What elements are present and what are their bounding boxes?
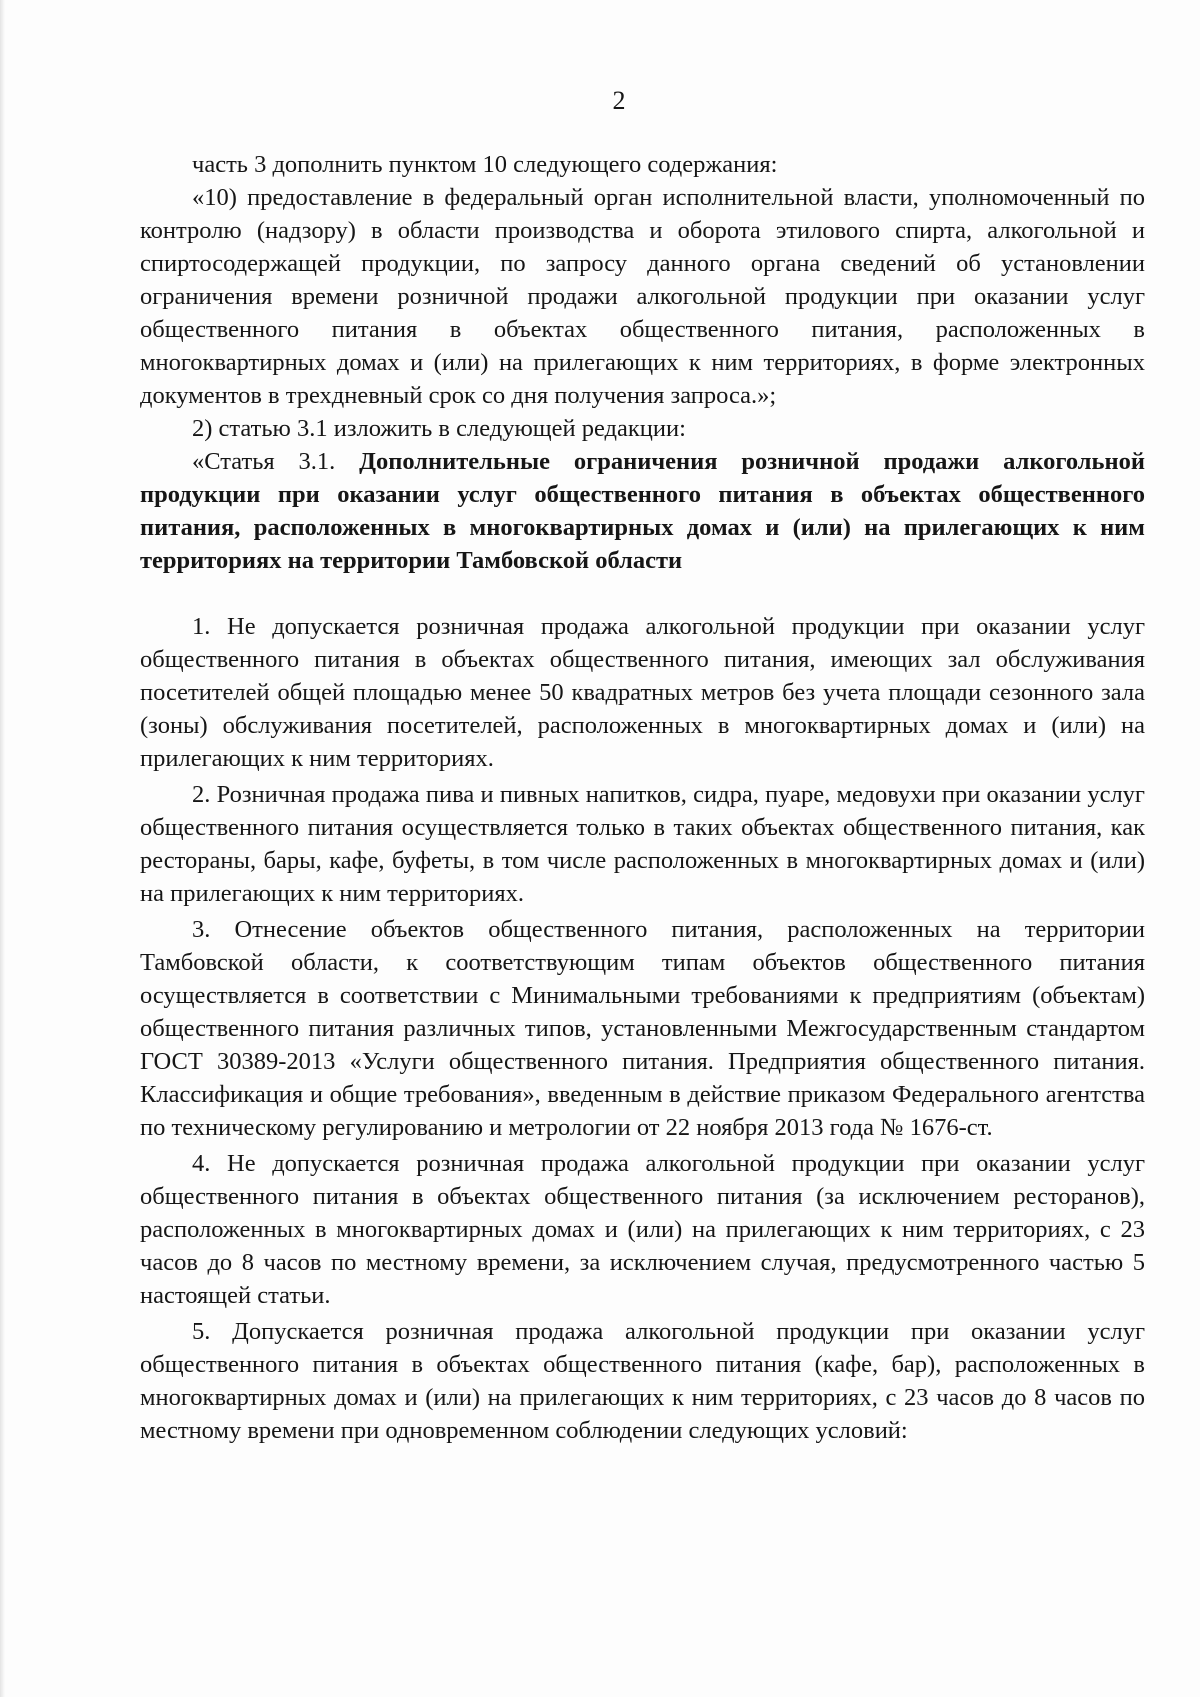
section-gap bbox=[140, 577, 1145, 610]
article-title: Дополнительные ограничения розничной продажи алкогольной продукции при оказании услуг общественного питания в объектах общественного питания, расположенных в многоквартирных домах и (или) на прилегающих к ним территориях на территории Тамбовской области bbox=[140, 448, 1145, 574]
clause-4: 4. Не допускается розничная продажа алкогольной продукции при оказании услуг общественного питания в объектах общественного питания (за исключением ресторанов), расположенных в многоквартирных домах и (или) на прилегающих к ним территориях, с 23 часов до 8 часов по местному времени, за исключением случая, предусмотренного частью 5 настоящей статьи. bbox=[140, 1150, 1145, 1309]
article-number: «Статья 3.1. bbox=[192, 448, 336, 475]
paragraph-item-10: «10) предоставление в федеральный орган исполнительной власти, уполномоченный по контролю (надзору) в области производства и оборота этилового спирта, алкогольной и спиртосодержащей продукции, по запросу данного органа сведений об установлении ограничения времени розничной продажи алкогольной продукции при оказании услуг общественного питания в объектах общественного питания, расположенных в многоквартирных домах и (или) на прилегающих к ним территориях, в форме электронных документов в трехдневный срок со дня получения запроса.»; bbox=[140, 184, 1145, 409]
scan-edge-shadow bbox=[0, 0, 5, 1697]
article-heading bbox=[140, 445, 1145, 577]
paragraph-article-change: 2) статью 3.1 изложить в следующей редакции: bbox=[192, 415, 686, 442]
paragraph-intro: часть 3 дополнить пунктом 10 следующего содержания: bbox=[192, 151, 778, 178]
clause-1: 1. Не допускается розничная продажа алкогольной продукции при оказании услуг общественного питания в объектах общественного питания, имеющих зал обслуживания посетителей общей площадью менее 50 квадратных метров без учета площади сезонного зала (зоны) обслуживания посетителей, расположенных в многоквартирных домах и (или) на прилегающих к ним территориях. bbox=[140, 613, 1145, 772]
clause-3: 3. Отнесение объектов общественного питания, расположенных на территории Тамбовской области, к соответствующим типам объектов общественного питания осуществляется в соответствии с Минимальными требованиями к предприятиям (объектам) общественного питания различных типов, установленными Межгосударственным стандартом ГОСТ 30389-2013 «Услуги общественного питания. Предприятия общественного питания. Классификация и общие требования», введенным в действие приказом Федерального агентства по техническому регулированию и метрологии от 22 ноября 2013 года № 1676-ст. bbox=[140, 916, 1145, 1141]
clause-2: 2. Розничная продажа пива и пивных напитков, сидра, пуаре, медовухи при оказании услуг общественного питания осуществляется только в таких объектах общественного питания, как рестораны, бары, кафе, буфеты, в том числе расположенных в многоквартирных домах и (или) на прилегающих к ним территориях. bbox=[140, 781, 1145, 907]
page-number: 2 bbox=[612, 86, 626, 115]
clause-5: 5. Допускается розничная продажа алкогольной продукции при оказании услуг общественного питания в объектах общественного питания (кафе, бар), расположенных в многоквартирных домах и (или) на прилегающих к ним территориях, с 23 часов до 8 часов по местному времени при одновременном соблюдении следующих условий: bbox=[140, 1318, 1145, 1444]
document-body bbox=[140, 148, 1145, 1447]
